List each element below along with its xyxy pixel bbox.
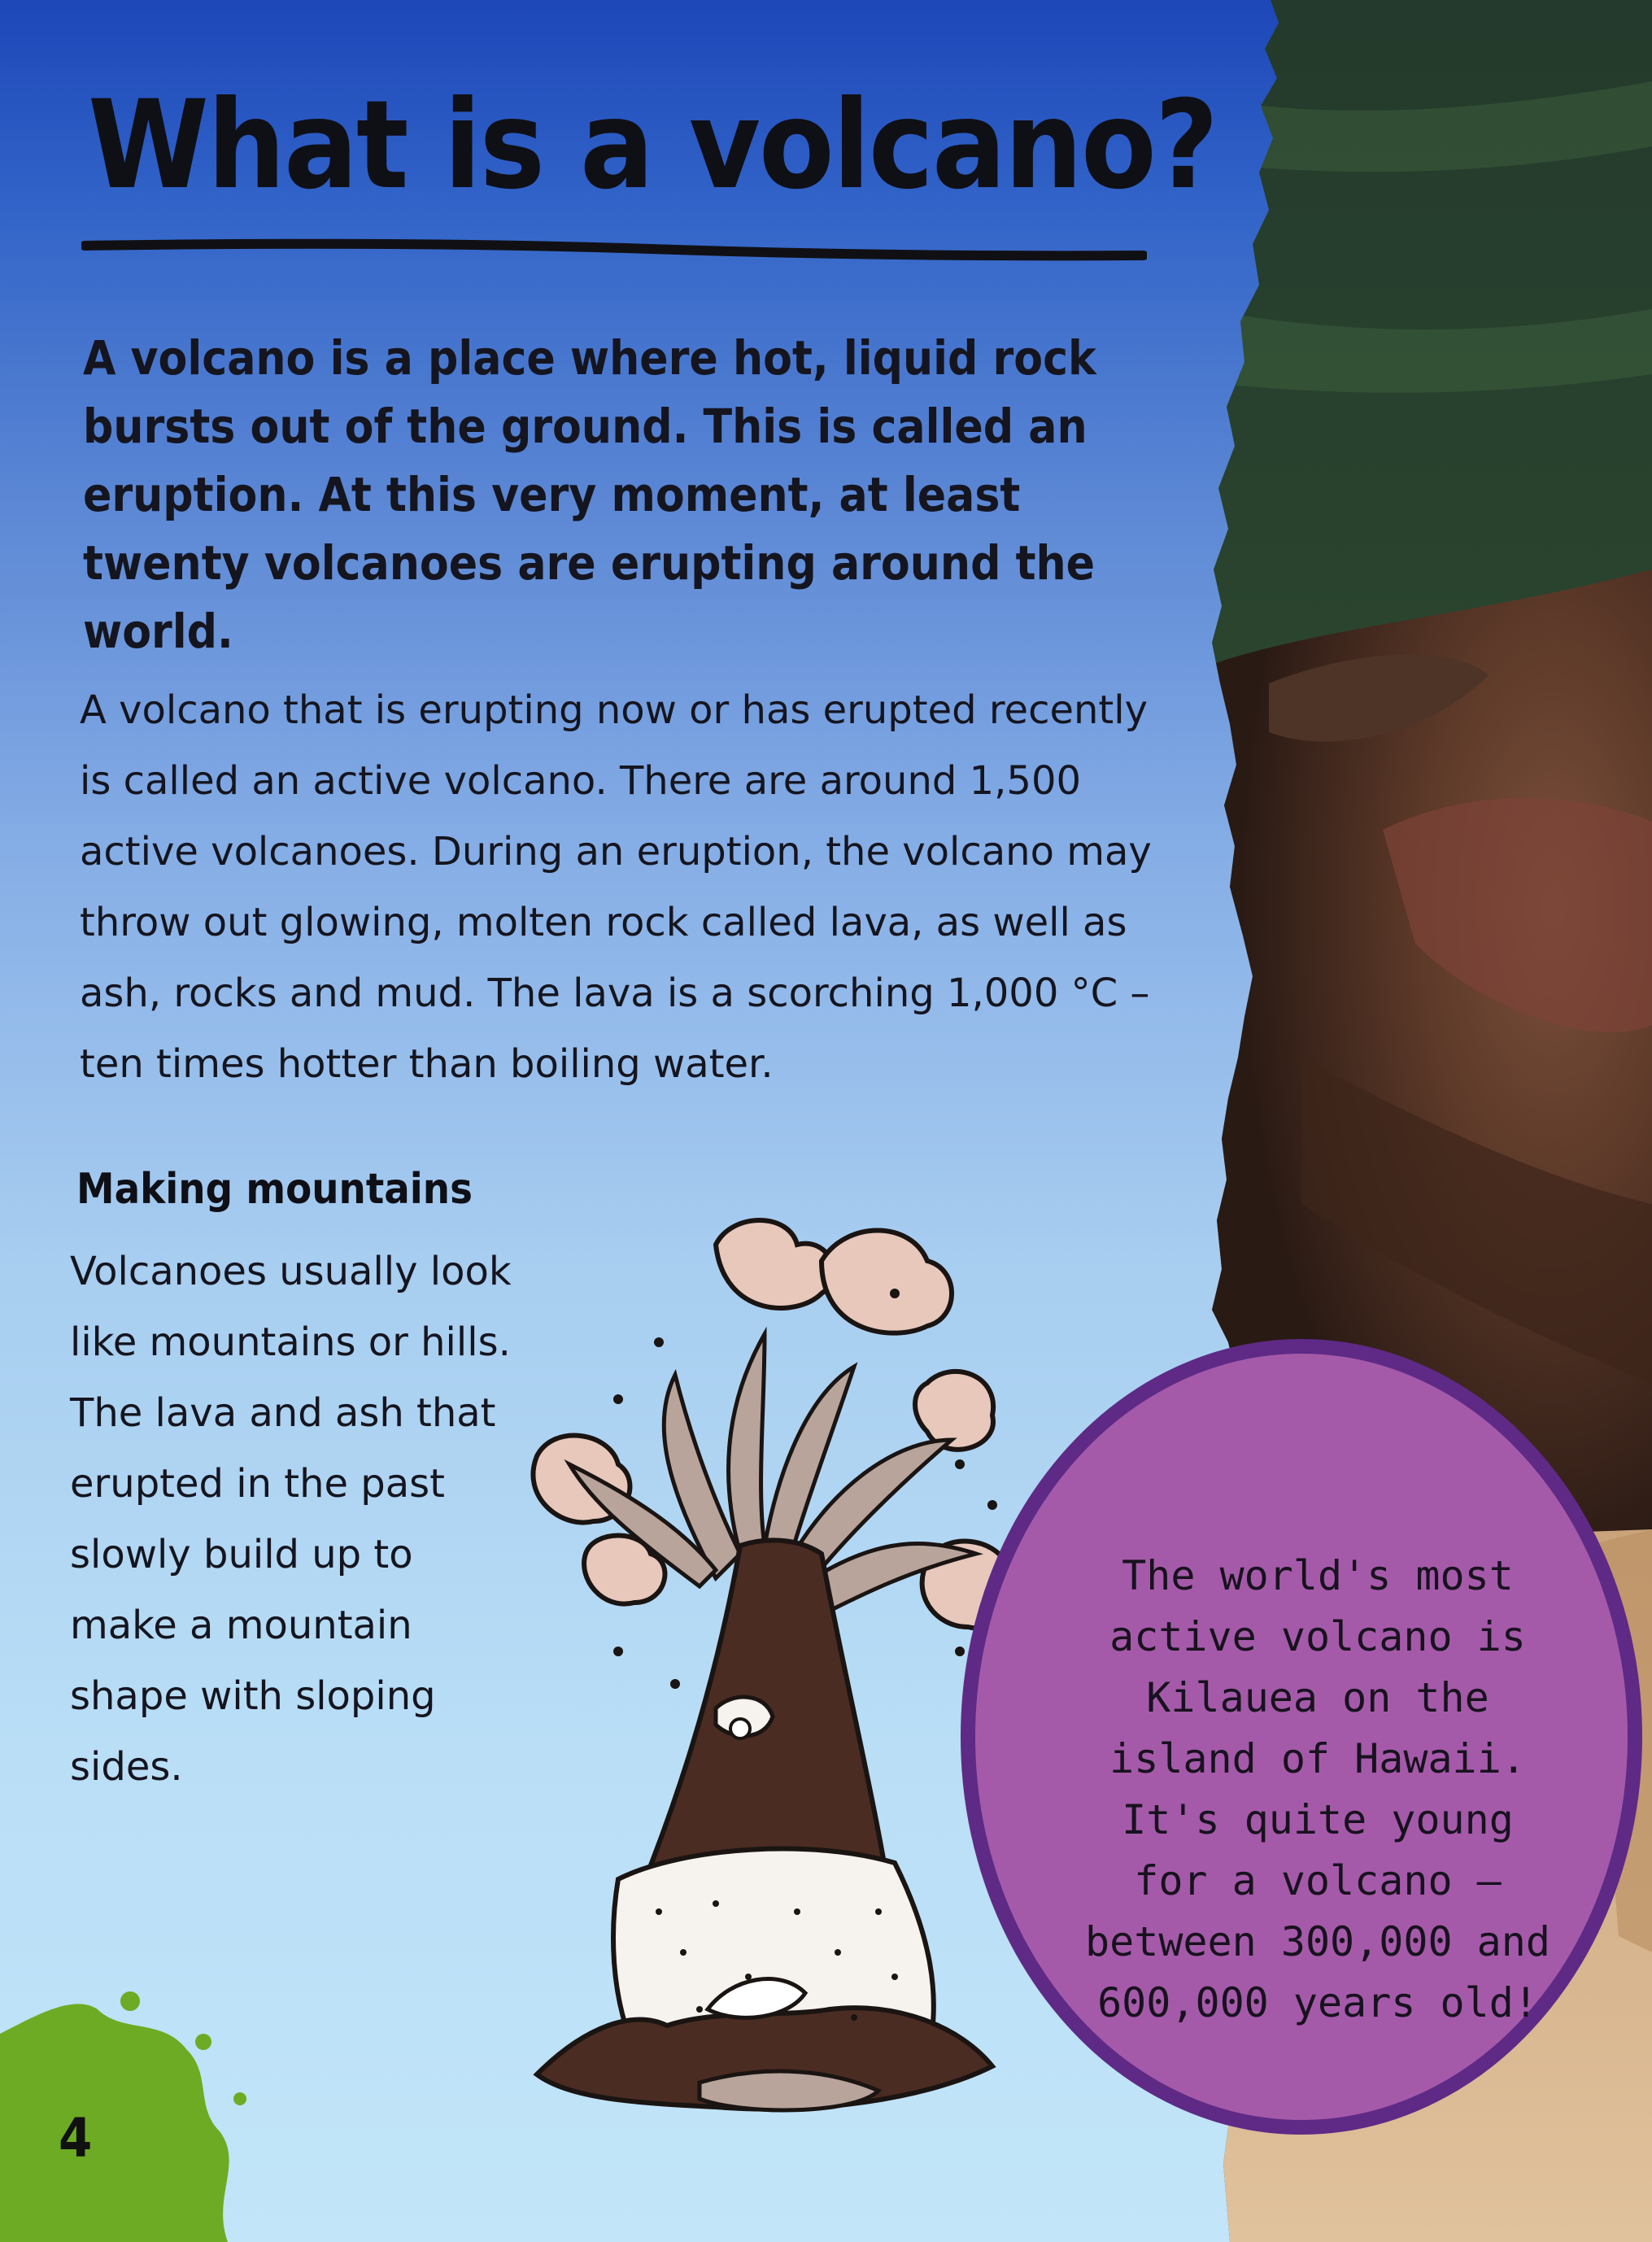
title-underline (81, 234, 1147, 264)
page-title: What is a volcano? (88, 75, 1218, 216)
fact-bubble-text: The world's most active volcano is Kilauea on the island of Hawaii. It's quite young for a volcano – between 300,000 and 600,000 years old! (1085, 1552, 1550, 2026)
section-text: Volcanoes usually look like mountains or hills. The lava and ash that erupted in the past slowly build up to make a mountain shape with sloping sides. (70, 1249, 512, 1790)
body-paragraph: A volcano that is erupting now or has erupted recently is called an active volcano. There are around 1,500 active volcanoes. During an eruption, the volcano may throw out glowing, molten rock called lava, as well as ash, rocks and mud. The lava is a scorching 1,000 °C – ten times hotter than boiling water. (80, 687, 1152, 1087)
page-number: 4 (59, 2107, 93, 2170)
green-splat-decoration (0, 1985, 260, 2242)
section-heading: Making mountains (76, 1165, 473, 1214)
intro-paragraph: A volcano is a place where hot, liquid rock bursts out of the ground. This is called an eruption. At this very moment, at least twenty volcanoes are erupting around the world. (83, 330, 1096, 659)
